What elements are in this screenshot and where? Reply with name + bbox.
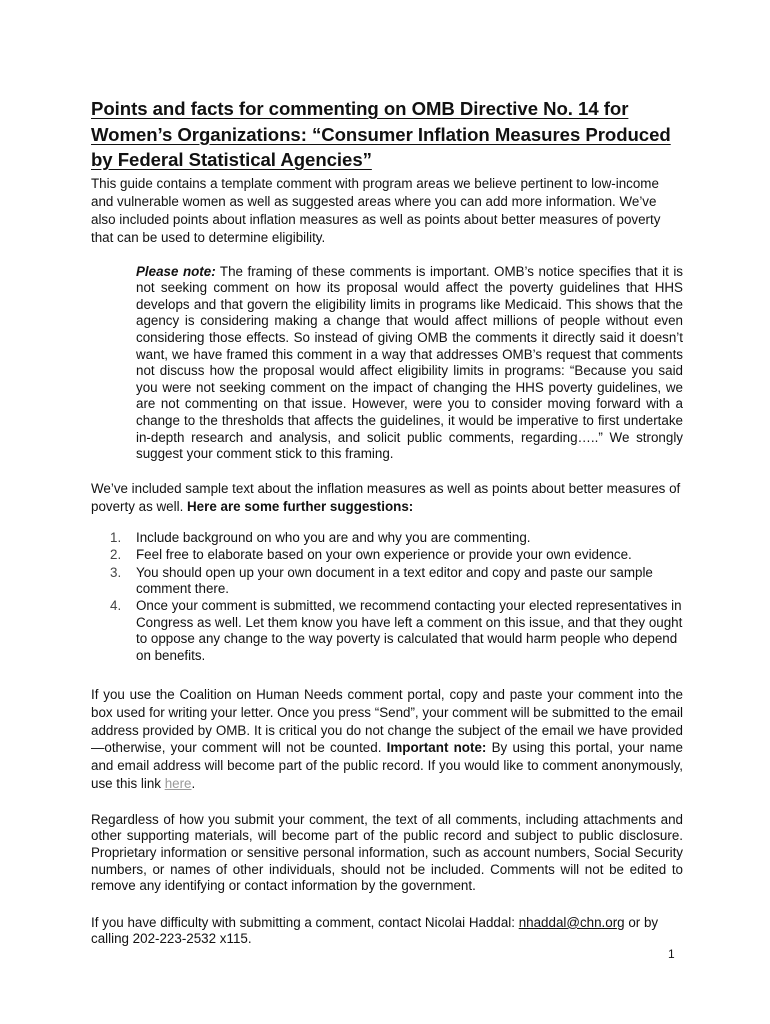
list-item: 2. Feel free to elaborate based on your own experience or provide your own evidence. <box>110 547 632 563</box>
page-number: 1 <box>668 947 675 961</box>
anonymous-comment-link[interactable]: here <box>164 776 192 792</box>
sample-text-paragraph: We’ve included sample text about the inflation measures as well as points about better measures of poverty as well. Here are some further suggestions: <box>91 480 681 514</box>
suggestions-heading: Here are some further suggestions: <box>187 498 414 514</box>
contact-email-link[interactable]: nhaddal@chn.org <box>518 914 625 930</box>
document-page <box>91 96 683 948</box>
framing-note <box>136 264 683 463</box>
suggestions-list <box>91 530 683 664</box>
important-note-label: Important note: <box>386 740 487 756</box>
public-record-paragraph: Regardless of how you submit your comment, the text of all comments, including attachments and other supporting materials, will become part of the public record and subject to public disclosure. Proprietary information or sensitive personal information, such as account numbers, Social Security numbers, or names of other individuals, should not be included. Comments will not be edited to remove any identifying or contact information by the government. <box>91 811 683 894</box>
document-title: Points and facts for commenting on OMB Directive No. 14 for Women’s Organizations: “Consumer Inflation Measures Produced by Federal Statistical Agencies” <box>91 98 671 170</box>
note-text: The framing of these comments is important. OMB’s notice specifies that it is not seeking comment on how its proposal would affect the poverty guidelines that HHS develops and that govern the eligibility limits in programs like Medicaid. This shows that the agency is considering making a change that would affect millions of people without even considering those effects. So instead of giving OMB the comments it directly said it doesn’t want, we have framed this comment in a way that addresses OMB’s request that comments not discuss how the proposal would affect eligibility limits in programs: “Because you said you were not seeking comment on the impact of changing the HHS poverty guidelines, we are not commenting on that issue. However, were you to consider moving forward with a change to the thresholds that affects the guidelines, it would be imperative to first undertake in-depth research and analysis, and solicit public comments, regarding…..” We strongly suggest your comment stick to this framing. <box>136 263 683 462</box>
portal-paragraph: If you use the Coalition on Human Needs comment portal, copy and paste your comment into the box used for writing your letter. Once you press “Send”, your comment will be submitted to the email address provided by OMB. It is critical you do not change the subject of the email we have provided—otherwise, your comment will not be counted. Important note: By using this portal, your name and email address will become part of the public record. If you would like to comment anonymously, use this link here. <box>91 687 684 792</box>
list-item: 3. You should open up your own document in a text editor and copy and paste our sample comment there. <box>110 564 653 597</box>
list-item: 1. Include background on who you are and why you are commenting. <box>110 529 531 545</box>
list-item: 4. Once your comment is submitted, we recommend contacting your elected representatives in Congress as well. Let them know you have left a comment on this issue, and that they ought to oppose any change to the way poverty is calculated that would harm people who depend on benefits. <box>110 598 683 663</box>
contact-paragraph: If you have difficulty with submitting a comment, contact Nicolai Haddal: nhaddal@chn.org or by calling 202-223-2532 x115. <box>91 914 659 947</box>
note-label: Please note: <box>136 263 216 279</box>
intro-paragraph: This guide contains a template comment with program areas we believe pertinent to low-income and vulnerable women as well as suggested areas where you can add more information. We’ve also included points about inflation measures as well as points about better measures of poverty that can be used to determine eligibility. <box>91 175 661 246</box>
